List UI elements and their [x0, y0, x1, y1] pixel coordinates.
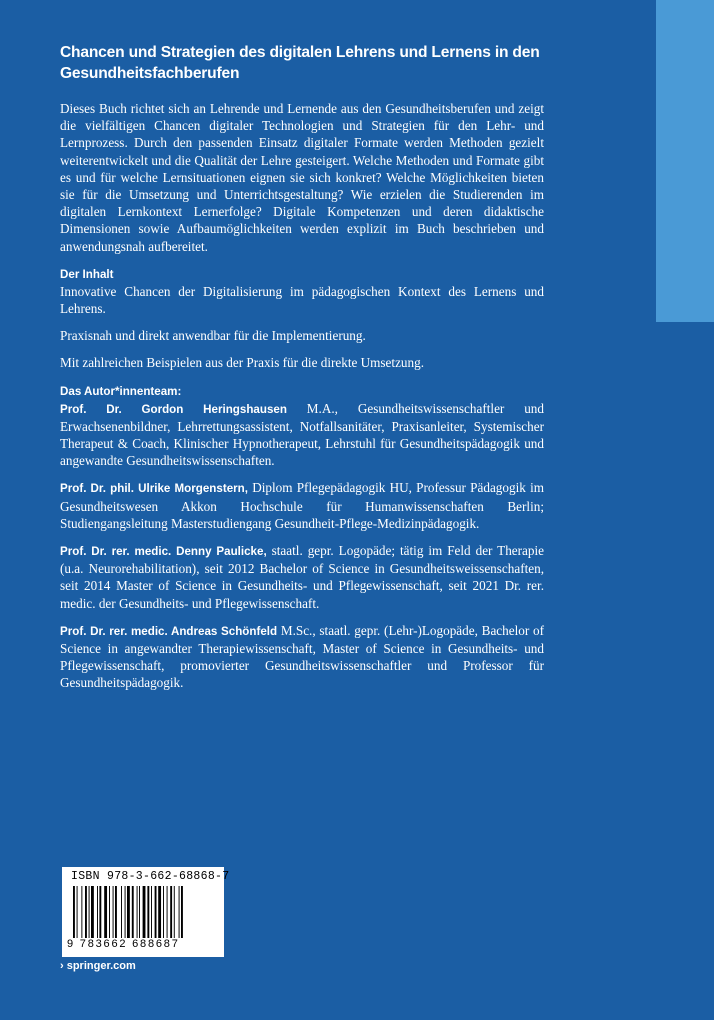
publisher-link[interactable]: › springer.com — [60, 960, 136, 972]
cover-tab-accent — [656, 0, 714, 322]
barcode-digits: 9 783662 688687 — [67, 938, 180, 950]
isbn-barcode — [62, 867, 230, 957]
author-bio: M.A., Gesundheitswissenschaftler und Erwachsenenbildner, Lehrrettungsassistent, Notfallsanitäter, Praxisanleiter, Systemischer Therapeut & Coach, Klinischer Hypnotherapeut, Lehrstuhl für Gesundheitspädagogik und angewandte Gesundheitswissenschaften. — [60, 400, 544, 469]
author-name: Prof. Dr. rer. medic. Andreas Schönfeld — [60, 624, 278, 638]
author-entry — [60, 542, 544, 612]
content-item: Mit zahlreichen Beispielen aus der Praxis für die direkte Umsetzung. — [60, 355, 425, 371]
isbn-label: ISBN 978-3-662-68868-7 — [71, 870, 230, 883]
content-item: Innovative Chancen der Digitalisierung im pädagogischen Kontext des Lernens und Lehrens. — [60, 283, 544, 317]
cover-text — [60, 42, 544, 692]
author-name: Prof. Dr. rer. medic. Denny Paulicke, — [60, 545, 267, 559]
author-entry — [60, 479, 544, 532]
author-bio: M.Sc., staatl. gepr. (Lehr-)Logopäde, Bachelor of Science in angewandter Therapiewissenschaft, Master of Science in Gesundheits- und Pflegewissenschaft, promovierter Gesundheitswissenschaftler und Professor für Gesundheitspädagogik. — [60, 622, 544, 691]
intro-paragraph: Dieses Buch richtet sich an Lehrende und Lernende aus den Gesundheitsberufen und zeigt die vielfältigen Chancen digitaler Technologien und Strategien für den Lehr- und Lernprozess. Durch den passenden Einsatz digitaler Formate werden Methoden gezielt weiterentwickelt und die Qualität der Lehre gesteigert. Welche Methoden und Formate gibt es und für welche Lernsituationen eignen sie sich konkret? Welche Möglichkeiten bieten sie für die Umsetzung und Unterrichtsgestaltung? Wie erzielen die Studierenden im digitalen Lernkontext Lernerfolge? Digitale Kompetenzen und deren didaktische Dimensionen sowie Aufbaumöglichkeiten werden explizit im Buch beschrieben und anwendungsnah aufbereitet. — [60, 101, 544, 254]
authors-heading: Das Autor*innenteam: — [60, 384, 182, 398]
author-bio: Diplom Pflegepädagogik HU, Professur Pädagogik im Gesundheitswesen Akkon Hochschule für Humanwissenschaften Berlin; Studiengangsleitung Masterstudiengang Gesundheit-Pflege-Medizinpädagogik. — [60, 480, 544, 531]
author-entry — [60, 622, 544, 692]
author-entry — [60, 400, 544, 470]
content-heading: Der Inhalt — [60, 267, 114, 281]
author-name: Prof. Dr. Gordon Heringshausen — [60, 402, 287, 416]
barcode-bars — [73, 886, 213, 938]
content-item: Praxisnah und direkt anwendbar für die Implementierung. — [60, 328, 366, 344]
author-bio: staatl. gepr. Logopäde; tätig im Feld der Therapie (u.a. Neurorehabilitation), seit 2012 Bachelor of Science in Gesundheitsweissenschaften, seit 2014 Master of Science in Gesundheits- und Pflegewissenschaft, seit 2021 Dr. rer. medic. der Gesundheits- und Pflegewissenschaft. — [60, 543, 544, 611]
book-title: Chancen und Strategien des digitalen Lehrens und Lernens in den Gesundheitsfachberufen — [60, 44, 540, 82]
author-name: Prof. Dr. phil. Ulrike Morgenstern, — [60, 482, 248, 496]
